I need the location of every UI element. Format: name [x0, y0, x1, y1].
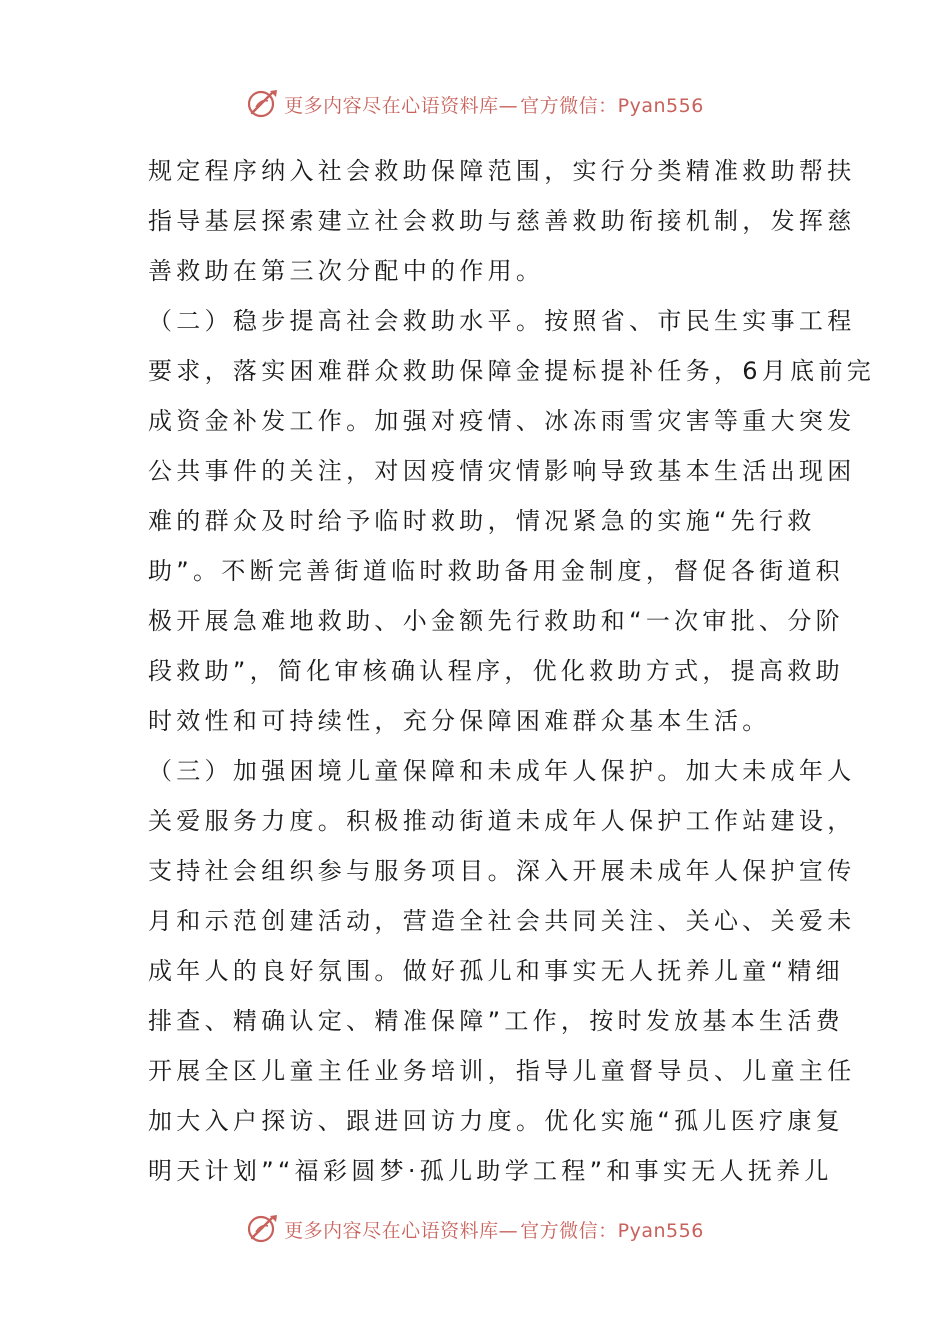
text-line: 月和示范创建活动，营造全社会共同关注、关心、关爱未	[148, 907, 856, 935]
section-heading-line: （二）稳步提高社会救助水平。按照省、市民生实事工程	[148, 307, 856, 335]
pen-logo-icon	[246, 1212, 280, 1246]
site-name: 更多内容尽在心语资料库	[284, 1219, 499, 1242]
text-line: 指导基层探索建立社会救助与慈善救助衔接机制，发挥慈	[148, 207, 856, 235]
text-line: 支持社会组织参与服务项目。深入开展未成年人保护宣传	[148, 857, 856, 885]
wechat-id: 官方微信：Pyan556	[520, 94, 704, 117]
text-line: 要求，落实困难群众救助保障金提标提补任务，6月底前完	[148, 357, 876, 385]
text-line: 规定程序纳入社会救助保障范围，实行分类精准救助帮扶	[148, 157, 856, 185]
text-line: 排查、精确认定、精准保障”工作，按时发放基本生活费	[148, 1007, 844, 1035]
section-heading-line: （三）加强困境儿童保障和未成年人保护。加大未成年人	[148, 757, 856, 785]
text-line: 段救助”，简化审核确认程序，优化救助方式，提高救助	[148, 657, 844, 685]
text-line: 关爱服务力度。积极推动街道未成年人保护工作站建设，	[148, 807, 856, 835]
text-line: 明天计划”“福彩圆梦·孤儿助学工程”和事实无人抚养儿	[148, 1157, 833, 1185]
text-line: 成年人的良好氛围。做好孤儿和事实无人抚养儿童“精细	[148, 957, 844, 985]
text-line: 难的群众及时给予临时救助，情况紧急的实施“先行救	[148, 507, 816, 535]
text-line: 开展全区儿童主任业务培训，指导儿童督导员、儿童主任	[148, 1057, 856, 1085]
site-name: 更多内容尽在心语资料库	[284, 94, 499, 117]
banner-dash: —	[498, 94, 519, 117]
wechat-id: 官方微信：Pyan556	[520, 1219, 704, 1242]
text-line: 时效性和可持续性，充分保障困难群众基本生活。	[148, 707, 771, 735]
text-line: 加大入户探访、跟进回访力度。优化实施“孤儿医疗康复	[148, 1107, 844, 1135]
text-line: 极开展急难地救助、小金额先行救助和“一次审批、分阶	[148, 607, 844, 635]
text-line: 善救助在第三次分配中的作用。	[148, 257, 545, 285]
footer-banner	[0, 1209, 950, 1249]
text-line: 公共事件的关注，对因疫情灾情影响导致基本生活出现困	[148, 457, 856, 485]
header-banner	[0, 84, 950, 124]
banner-dash: —	[498, 1219, 519, 1242]
text-line: 助”。不断完善街道临时救助备用金制度，督促各街道积	[148, 557, 844, 585]
document-body	[148, 146, 876, 1196]
text-line: 成资金补发工作。加强对疫情、冰冻雨雪灾害等重大突发	[148, 407, 856, 435]
pen-logo-icon	[246, 87, 280, 121]
